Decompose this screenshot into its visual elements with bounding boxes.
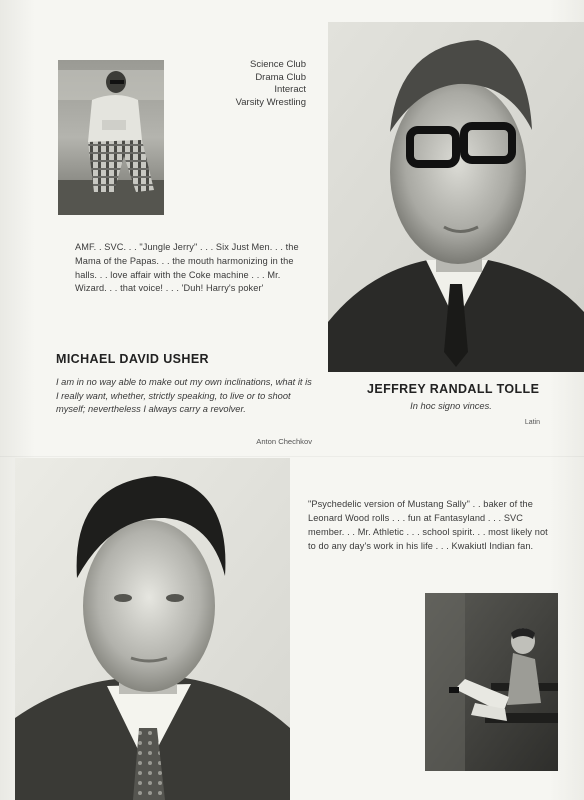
quote-author-tolle: Latin: [524, 419, 540, 426]
student-name-tolle: JEFFREY RANDALL TOLLE: [367, 382, 540, 396]
quote-author-usher: Anton Chechkov: [256, 437, 312, 446]
portrait-tolle: [328, 22, 584, 372]
blurb-usher: AMF. . SVC. . . "Jungle Jerry" . . . Six Just Men. . . the Mama of the Papas. . . the mouth harmonizing in the halls. . . love affair with the Coke machine . . . Mr. Wizard. . . that voice! . . . 'Duh! Harry's poker': [75, 242, 299, 294]
quote-tolle: In hoc signo vinces.: [410, 401, 492, 411]
activity-item: Science Club: [250, 59, 306, 70]
student-name-usher: MICHAEL DAVID USHER: [56, 352, 209, 366]
candid-photo-usher: [58, 60, 164, 215]
quote-usher: I am in no way able to make out my own inclinations, what it is I really want, whether, strictly speaking, to live or to shoot myself; nevertheless I always carry a revolver.: [56, 377, 312, 415]
activities-list: [190, 59, 306, 109]
activity-item: Varsity Wrestling: [235, 96, 306, 108]
portrait-usher: [15, 458, 290, 800]
activity-item: Drama Club: [255, 71, 306, 83]
activity-item: Interact: [274, 84, 306, 95]
candid-photo-tolle: [425, 593, 558, 771]
blurb-tolle: "Psychedelic version of Mustang Sally" . . baker of the Leonard Wood rolls . . . fun at Fantasyland . . . SVC member. . . Mr. Athletic . . . school spirit. . . most likely not to do any day's work in his life . . . Kwakiutl Indian fan.: [308, 499, 548, 551]
page-divider: [0, 456, 584, 457]
